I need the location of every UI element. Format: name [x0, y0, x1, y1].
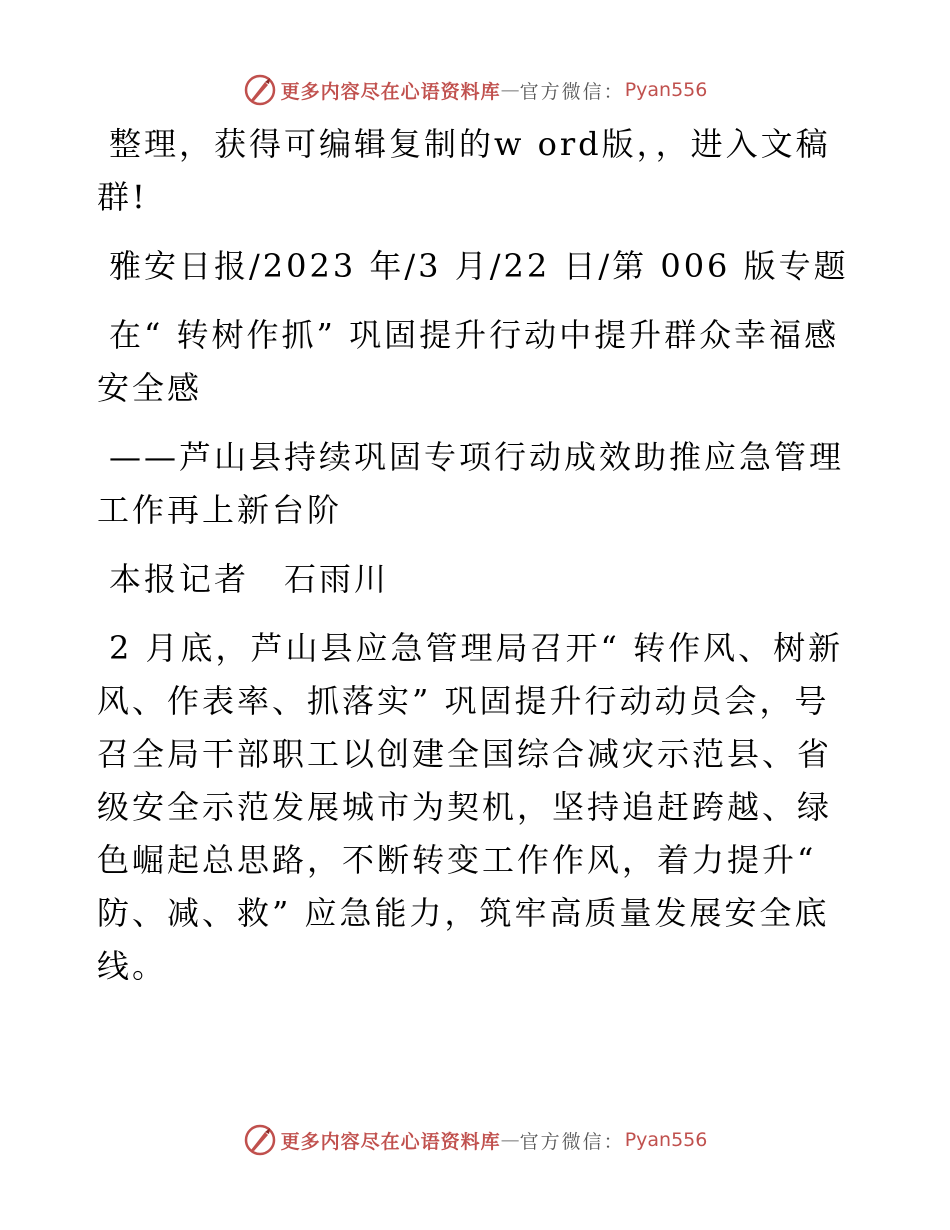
footer-banner — [0, 1120, 950, 1160]
quill-logo-icon — [243, 1123, 277, 1157]
byline: 本报记者 石雨川 — [109, 560, 390, 598]
header-banner — [0, 70, 950, 110]
banner-wechat-label: 官方微信： — [519, 1130, 625, 1153]
banner-separator: — — [500, 1129, 518, 1151]
banner-brand-text: 更多内容尽在心语资料库 — [280, 1130, 501, 1153]
quill-logo-icon — [243, 73, 277, 107]
intro-note: 整理，获得可编辑复制的w ord版，，进入文稿群! — [97, 125, 831, 216]
source-line: 雅安日报/2023 年/3 月/22 日/第 006 版专题 — [109, 247, 849, 285]
banner-brand-text: 更多内容尽在心语资料库 — [280, 80, 501, 103]
banner-wechat-label: 官方微信： — [519, 80, 625, 103]
document-body — [97, 118, 857, 1009]
body-paragraph: 2 月底，芦山县应急管理局召开“ 转作风、树新风、作表率、抓落实” 巩固提升行动动员会，号召全局干部职工以创建全国综合减灾示范县、省级安全示范发展城市为契机，坚持追赶跨越、绿色崛起总思路，不断转变工作作风，着力提升“ 防、减、救” 应急能力，筑牢高质量发展安全底线。 — [97, 629, 844, 985]
banner-wechat-id: Pyan556 — [624, 1129, 708, 1151]
banner-wechat-id: Pyan556 — [624, 79, 708, 101]
article-subtitle: ——芦山县持续巩固专项行动成效助推应急管理工作再上新台阶 — [97, 438, 845, 529]
banner-separator: — — [500, 79, 518, 101]
article-title: 在“ 转树作抓” 巩固提升行动中提升群众幸福感安全感 — [97, 316, 840, 407]
